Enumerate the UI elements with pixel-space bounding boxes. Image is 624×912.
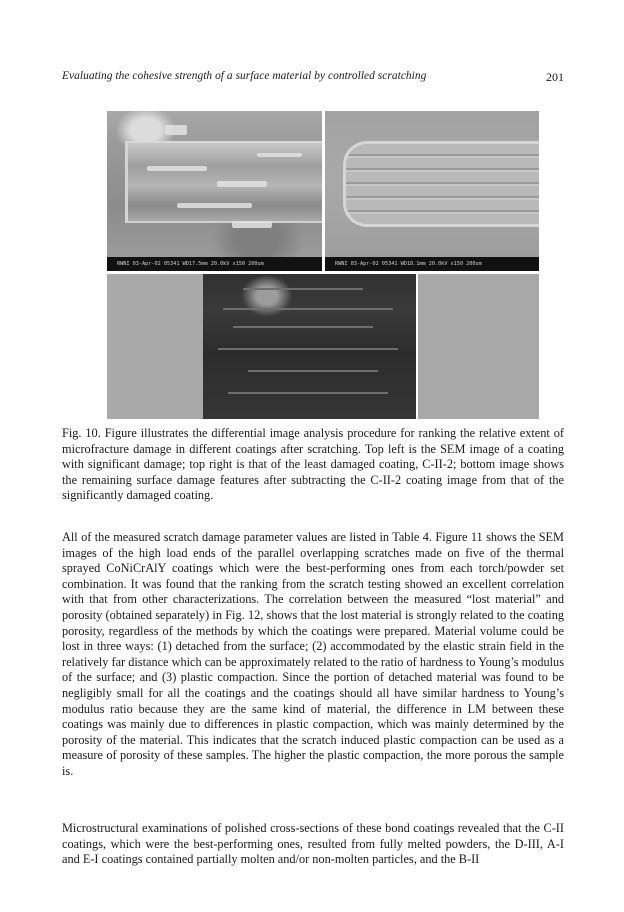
damage-feature [228,392,388,394]
body-paragraph-1: All of the measured scratch damage parameter values are listed in Table 4. Figure 11 shows the SEM images of the high load ends of the parallel overlapping scratches made on five of the thermal sprayed CoNiCrAlY coatings which were the best-performing ones from each torch/powder set combination. It was found that the ranking from the scratch testing showed an excellent correlation with that from other characterizations. The correlation between the measured “lost material” and porosity (obtained separately) in Fig. 12, shows that the lost material is strongly related to the coating porosity, regardless of the methods by which the coatings were prepared. Material volume could be lost in three ways: (1) detached from the surface; (2) accommodated by the elastic strain field in the relatively far distance which can be approximately related to the ratio of hardness to Young’s modulus of the surface; and (3) plastic compaction. Since the portion of detached material was found to be negligibly small for all the coatings and the coatings should all have similar hardness to Young’s modulus ratio because they are the same kind of material, the difference in LM between these coatings was mainly due to differences in plastic compaction, which was mainly determined by the porosity of the material. This indicates that the scratch induced plastic compaction can be used as a measure of porosity of these samples. The higher the plastic compaction, the more porous the sample is. [62,530,564,778]
scratch-channel [343,141,539,227]
sem-image-difference [203,274,416,419]
damage-feature [218,348,398,350]
figure-background-panel [107,274,204,419]
damage-feature [248,370,378,372]
damage-feature [233,326,373,328]
debris-flake [217,181,267,187]
sem-info-bar: RWNI 03-Apr-02 05341 WD17.5mm 20.0kV x150 200um [107,257,322,271]
debris-flake [177,203,252,208]
figure-caption: Fig. 10. Figure illustrates the differential image analysis procedure for ranking the relative extent of microfracture damage in different coatings after scratching. Top left is the SEM image of a coating with significant damage; top right is that of the least damaged coating, C-II-2; bottom image shows the remaining surface damage features after subtracting the C-II-2 coating image from that of the significantly damaged coating. [62,426,564,503]
sem-image-least-damaged-coating [325,111,539,271]
debris-flake [165,125,187,135]
sem-info-bar: RWNI 03-Apr-02 05341 WD18.1mm 20.0kV x150 200um [325,257,539,271]
damage-feature [243,288,363,290]
running-head: Evaluating the cohesive strength of a surface material by controlled scratching [62,70,427,82]
debris-flake [147,166,207,171]
debris-flake [232,221,272,228]
sem-image-damaged-coating [107,111,322,271]
body-paragraph-2: Microstructural examinations of polished cross-sections of these bond coatings revealed that the C-II coatings, which were the best-performing ones, resulted from fully melted powders, the D-III, A-I and E-I coatings contained partially molten and/or non-molten particles, and the B-II [62,821,564,867]
page-number: 201 [546,70,564,84]
figure-background-panel [418,274,539,419]
debris-flake [257,153,302,157]
damage-feature [223,308,393,310]
